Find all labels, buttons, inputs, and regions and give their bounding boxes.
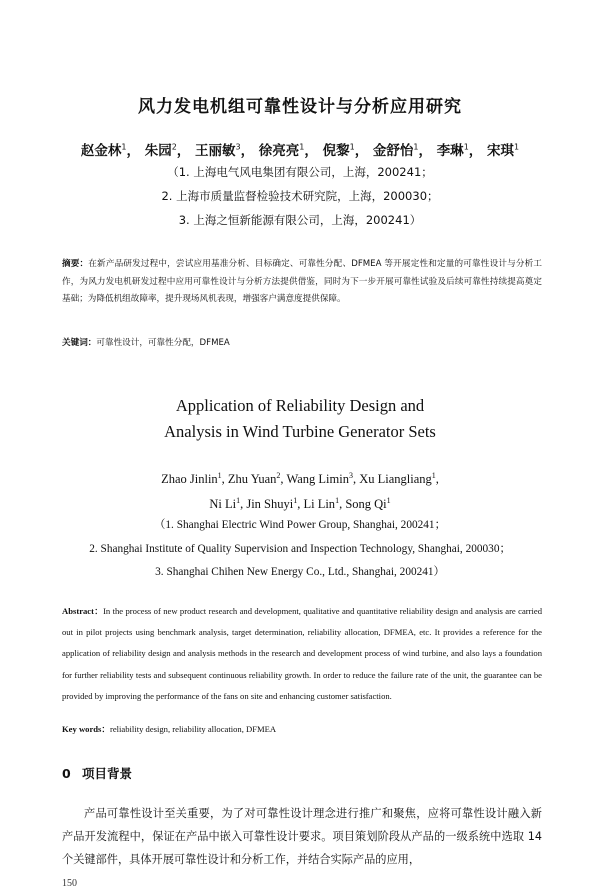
abstract-label: 摘要：	[62, 259, 89, 269]
english-title-line: Application of Reliability Design and	[175, 396, 425, 415]
english-author-list: Ni Li$^1$, Jin Shuyi$^1$, Li Lin$^1$, Song Qi$^1$	[209, 496, 391, 512]
author-affil-mark: 1	[236, 496, 241, 505]
author: Wang Limin	[286, 472, 349, 487]
keywords-label: Key words：	[62, 724, 110, 734]
author: 宋琪	[486, 143, 514, 159]
abstract-label: Abstract：	[62, 606, 104, 616]
author: Li Lin	[303, 497, 336, 512]
section-number: 0	[62, 766, 71, 781]
author: 赵金林	[80, 143, 122, 159]
author-affil-mark: 2	[171, 142, 177, 152]
author: Xu Liangliang	[359, 472, 432, 487]
chinese-title: 风力发电机组可靠性设计与分析应用研究	[138, 97, 462, 117]
english-author-list: Zhao Jinlin$^1$, Zhu Yuan$^2$, Wang Limin$^3$, Xu Liangliang$^1$,	[161, 471, 439, 487]
english-keywords	[62, 722, 542, 736]
author-affil-mark: 1	[413, 142, 419, 152]
author: Zhu Yuan	[227, 472, 277, 487]
chinese-author-list: 赵金林$^1$， 朱园$^2$， 王丽敏$^3$， 徐亮亮$^1$， 倪黎$^1$， 金舒怡$^1$， 李琳$^1$， 宋琪$^1$	[80, 142, 520, 159]
section-heading	[62, 764, 132, 782]
author: 倪黎	[322, 143, 350, 159]
abstract-text: 在新产品研发过程中，尝试应用基准分析、目标确定、可靠性分配、DFMEA 等开展定性和定量的可靠性设计与分析工作，为风力发电机研发过程中应用可靠性设计与分析方法提供借鉴，同时为下一步开展可靠性试验及后续可靠性持续提高奠定基础；为降低机组故障率，提升现场风机表现，增强客户满意度提供保障。	[62, 259, 542, 304]
author-affil-mark: 1	[217, 471, 222, 480]
author-affil-mark: 1	[513, 142, 520, 152]
keywords-text: 可靠性设计，可靠性分配，DFMEA	[96, 338, 230, 348]
author-affil-mark: 1	[463, 142, 469, 152]
chinese-keywords	[62, 336, 542, 350]
author: 金舒怡	[372, 143, 414, 159]
author: 李琳	[436, 143, 464, 159]
author-affil-mark: 1	[386, 496, 391, 505]
author: Zhao Jinlin	[161, 472, 218, 487]
english-abstract	[62, 601, 542, 707]
author-affil-mark: 1	[121, 142, 127, 152]
keywords-text: reliability design, reliability allocation, DFMEA	[109, 724, 277, 734]
author-affil-mark: 2	[276, 471, 281, 480]
author-affil-mark: 1	[335, 496, 340, 505]
english-title	[0, 393, 600, 445]
author-affil-mark: 1	[299, 142, 305, 152]
author: Ni Li	[209, 497, 237, 512]
author-affil-mark: 1	[293, 496, 298, 505]
chinese-affiliation: 2. 上海市质量监督检验技术研究院，上海，200030；	[161, 189, 439, 203]
body-paragraph: 产品可靠性设计至关重要，为了对可靠性设计理念进行推广和聚焦，应将可靠性设计融入新产品开发流程中，保证在产品中嵌入可靠性设计要求。项目策划阶段从产品的一级系统中选取 14 个关键部件，具体开展可靠性设计和分析工作，并结合实际产品的应用，	[62, 807, 542, 866]
keywords-label: 关键词：	[62, 338, 97, 348]
author: Jin Shuyi	[246, 497, 294, 512]
author: Song Qi	[345, 497, 387, 512]
chinese-abstract	[62, 256, 542, 309]
author-affil-mark: 3	[235, 142, 241, 152]
author: 王丽敏	[195, 143, 236, 159]
author: 徐亮亮	[258, 143, 300, 159]
english-affiliation: 2. Shanghai Institute of Quality Supervision and Inspection Technology, Shanghai, 200030；	[89, 543, 511, 555]
english-affiliation: （1. Shanghai Electric Wind Power Group, Shanghai, 200241；	[154, 519, 446, 531]
author: 朱园	[144, 143, 172, 159]
author-affil-mark: 3	[348, 471, 353, 480]
english-title-line: Analysis in Wind Turbine Generator Sets	[164, 422, 436, 441]
page-number: 150	[62, 878, 77, 889]
author-affil-mark: 1	[349, 142, 355, 152]
author-affil-mark: 1	[431, 471, 436, 480]
english-affiliation: 3. Shanghai Chihen New Energy Co., Ltd., Shanghai, 200241）	[155, 566, 445, 578]
abstract-text: In the process of new product research and development, qualitative and quantitative reliability design and analysis are carried out in pilot projects using benchmark analysis, target determination, reliability allocation, DFMEA, etc. It provides a reference for the application of reliability design and analysis methods in the research and development process of wind turbine, and also lays a foundation for further reliability tests and subsequent continuous reliability growth. In order to reduce the failure rate of the unit, the guarantee can be provided by improving the performance of the fans on site and enhancing customer satisfaction.	[62, 606, 542, 701]
section-title: 项目背景	[82, 766, 133, 781]
chinese-affiliation: 3. 上海之恒新能源有限公司，上海，200241）	[178, 213, 422, 227]
chinese-affiliation: （1. 上海电气风电集团有限公司，上海，200241；	[167, 165, 433, 179]
